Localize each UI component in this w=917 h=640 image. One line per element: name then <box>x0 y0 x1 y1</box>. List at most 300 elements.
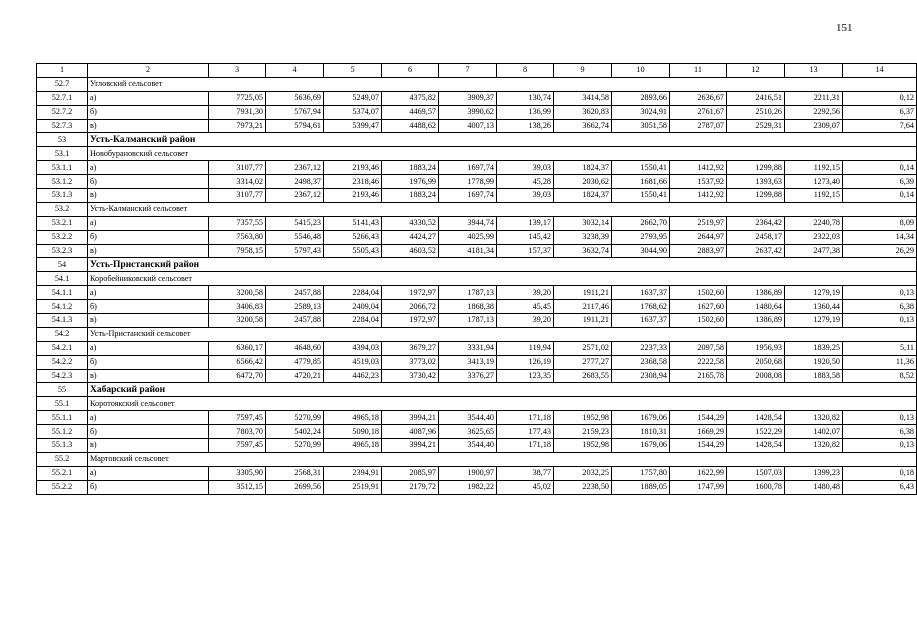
row-code: 55.1.2 <box>37 425 88 439</box>
value-cell: 1911,21 <box>554 286 612 300</box>
value-cell: 2699,56 <box>266 480 324 494</box>
value-cell: 7,64 <box>843 119 917 133</box>
row-code: 54.2.3 <box>37 369 88 383</box>
column-header: 12 <box>727 64 785 78</box>
value-cell: 3238,39 <box>554 230 612 244</box>
row-label: б) <box>88 425 209 439</box>
value-cell: 4181,34 <box>439 244 497 258</box>
value-cell: 2644,97 <box>670 230 727 244</box>
value-cell: 1839,25 <box>785 341 843 355</box>
table-row <box>37 91 917 105</box>
column-header: 2 <box>88 64 209 78</box>
value-cell: 6472,70 <box>209 369 266 383</box>
row-code: 55 <box>37 383 88 397</box>
value-cell: 1956,93 <box>727 341 785 355</box>
value-cell: 0,13 <box>843 411 917 425</box>
table-row <box>37 286 917 300</box>
row-label: б) <box>88 355 209 369</box>
row-label: а) <box>88 466 209 480</box>
value-cell: 4488,62 <box>382 119 439 133</box>
district-name: Усть-Калманский район <box>88 133 917 147</box>
value-cell: 1889,05 <box>612 480 670 494</box>
value-cell: 0,13 <box>843 439 917 453</box>
row-code: 55.1 <box>37 397 88 411</box>
value-cell: 1669,29 <box>670 425 727 439</box>
value-cell: 0,12 <box>843 91 917 105</box>
value-cell: 1299,88 <box>727 189 785 203</box>
value-cell: 0,13 <box>843 314 917 328</box>
row-code: 55.1.1 <box>37 411 88 425</box>
value-cell: 39,03 <box>497 189 554 203</box>
row-code: 53.2 <box>37 202 88 216</box>
value-cell: 2030,62 <box>554 175 612 189</box>
value-cell: 7563,80 <box>209 230 266 244</box>
column-header: 6 <box>382 64 439 78</box>
value-cell: 1550,41 <box>612 189 670 203</box>
value-cell: 4007,13 <box>439 119 497 133</box>
value-cell: 2568,31 <box>266 466 324 480</box>
value-cell: 1883,24 <box>382 189 439 203</box>
row-code: 54 <box>37 258 88 272</box>
row-label: а) <box>88 161 209 175</box>
row-label: б) <box>88 230 209 244</box>
value-cell: 1627,60 <box>670 300 727 314</box>
value-cell: 0,13 <box>843 286 917 300</box>
value-cell: 4519,03 <box>324 355 382 369</box>
value-cell: 3414,58 <box>554 91 612 105</box>
value-cell: 139,17 <box>497 216 554 230</box>
value-cell: 3544,40 <box>439 411 497 425</box>
column-header: 13 <box>785 64 843 78</box>
value-cell: 2308,94 <box>612 369 670 383</box>
value-cell: 5402,24 <box>266 425 324 439</box>
value-cell: 1412,92 <box>670 189 727 203</box>
value-cell: 8,09 <box>843 216 917 230</box>
value-cell: 3305,90 <box>209 466 266 480</box>
value-cell: 4603,52 <box>382 244 439 258</box>
value-cell: 1428,54 <box>727 411 785 425</box>
value-cell: 2193,46 <box>324 189 382 203</box>
row-label: в) <box>88 439 209 453</box>
value-cell: 3331,94 <box>439 341 497 355</box>
value-cell: 2240,78 <box>785 216 843 230</box>
value-cell: 2066,72 <box>382 300 439 314</box>
value-cell: 1399,23 <box>785 466 843 480</box>
value-cell: 3620,83 <box>554 105 612 119</box>
value-cell: 3200,58 <box>209 286 266 300</box>
value-cell: 2589,13 <box>266 300 324 314</box>
table-row <box>37 216 917 230</box>
value-cell: 1900,97 <box>439 466 497 480</box>
value-cell: 1637,37 <box>612 286 670 300</box>
value-cell: 1883,58 <box>785 369 843 383</box>
value-cell: 3032,14 <box>554 216 612 230</box>
value-cell: 5767,94 <box>266 105 324 119</box>
row-label: а) <box>88 91 209 105</box>
value-cell: 6,38 <box>843 300 917 314</box>
table-row <box>37 466 917 480</box>
row-code: 53.2.3 <box>37 244 88 258</box>
value-cell: 1778,99 <box>439 175 497 189</box>
value-cell: 6,37 <box>843 105 917 119</box>
value-cell: 5797,43 <box>266 244 324 258</box>
table-row <box>37 189 917 203</box>
value-cell: 1537,92 <box>670 175 727 189</box>
value-cell: 3632,74 <box>554 244 612 258</box>
value-cell: 2222,58 <box>670 355 727 369</box>
row-code: 54.1.1 <box>37 286 88 300</box>
column-header: 1 <box>37 64 88 78</box>
table-row <box>37 230 917 244</box>
row-code: 52.7.2 <box>37 105 88 119</box>
value-cell: 2519,91 <box>324 480 382 494</box>
row-label: а) <box>88 286 209 300</box>
value-cell: 2008,08 <box>727 369 785 383</box>
row-label: а) <box>88 341 209 355</box>
value-cell: 1320,82 <box>785 411 843 425</box>
value-cell: 1747,99 <box>670 480 727 494</box>
value-cell: 2368,58 <box>612 355 670 369</box>
value-cell: 2787,07 <box>670 119 727 133</box>
table-row <box>37 175 917 189</box>
value-cell: 0,14 <box>843 189 917 203</box>
value-cell: 1386,89 <box>727 286 785 300</box>
value-cell: 2510,26 <box>727 105 785 119</box>
value-cell: 4720,21 <box>266 369 324 383</box>
value-cell: 1273,40 <box>785 175 843 189</box>
table-row <box>37 439 917 453</box>
value-cell: 2322,03 <box>785 230 843 244</box>
value-cell: 4648,60 <box>266 341 324 355</box>
table-row <box>37 355 917 369</box>
column-header: 8 <box>497 64 554 78</box>
district-row <box>37 383 917 397</box>
value-cell: 126,19 <box>497 355 554 369</box>
value-cell: 1679,06 <box>612 411 670 425</box>
value-cell: 7725,05 <box>209 91 266 105</box>
value-cell: 4965,18 <box>324 411 382 425</box>
value-cell: 4469,57 <box>382 105 439 119</box>
row-label: в) <box>88 244 209 258</box>
settlement-name: Мартовский сельсовет <box>88 452 917 466</box>
value-cell: 11,36 <box>843 355 917 369</box>
row-code: 54.1.3 <box>37 314 88 328</box>
value-cell: 6360,17 <box>209 341 266 355</box>
value-cell: 3314,02 <box>209 175 266 189</box>
value-cell: 4779,85 <box>266 355 324 369</box>
value-cell: 3512,15 <box>209 480 266 494</box>
value-cell: 3679,27 <box>382 341 439 355</box>
value-cell: 2159,23 <box>554 425 612 439</box>
header-row <box>37 64 917 78</box>
value-cell: 2777,27 <box>554 355 612 369</box>
district-row <box>37 133 917 147</box>
value-cell: 1768,62 <box>612 300 670 314</box>
value-cell: 7357,55 <box>209 216 266 230</box>
value-cell: 123,35 <box>497 369 554 383</box>
value-cell: 26,29 <box>843 244 917 258</box>
value-cell: 7597,45 <box>209 411 266 425</box>
value-cell: 6,39 <box>843 175 917 189</box>
value-cell: 2477,38 <box>785 244 843 258</box>
value-cell: 1868,38 <box>439 300 497 314</box>
settlement-row <box>37 202 917 216</box>
value-cell: 1393,63 <box>727 175 785 189</box>
value-cell: 2662,70 <box>612 216 670 230</box>
value-cell: 7973,21 <box>209 119 266 133</box>
value-cell: 4375,82 <box>382 91 439 105</box>
table-row <box>37 119 917 133</box>
value-cell: 5249,07 <box>324 91 382 105</box>
value-cell: 1502,60 <box>670 314 727 328</box>
value-cell: 2367,12 <box>266 161 324 175</box>
column-header: 4 <box>266 64 324 78</box>
value-cell: 3994,21 <box>382 411 439 425</box>
value-cell: 3773,02 <box>382 355 439 369</box>
value-cell: 1697,74 <box>439 189 497 203</box>
value-cell: 45,45 <box>497 300 554 314</box>
row-label: б) <box>88 300 209 314</box>
value-cell: 2097,58 <box>670 341 727 355</box>
value-cell: 2458,17 <box>727 230 785 244</box>
value-cell: 3406,83 <box>209 300 266 314</box>
value-cell: 39,03 <box>497 161 554 175</box>
column-header: 9 <box>554 64 612 78</box>
row-label: в) <box>88 314 209 328</box>
value-cell: 1522,29 <box>727 425 785 439</box>
value-cell: 2761,67 <box>670 105 727 119</box>
value-cell: 39,20 <box>497 314 554 328</box>
settlement-name: Угловский сельсовет <box>88 77 917 91</box>
value-cell: 2457,88 <box>266 286 324 300</box>
row-code: 53.1.3 <box>37 189 88 203</box>
table-row <box>37 244 917 258</box>
table-row <box>37 300 917 314</box>
value-cell: 2409,04 <box>324 300 382 314</box>
value-cell: 1412,92 <box>670 161 727 175</box>
table-body <box>37 64 917 495</box>
value-cell: 3625,65 <box>439 425 497 439</box>
value-cell: 5266,43 <box>324 230 382 244</box>
row-code: 55.2.2 <box>37 480 88 494</box>
row-code: 53.2.2 <box>37 230 88 244</box>
row-code: 53.2.1 <box>37 216 88 230</box>
value-cell: 3200,58 <box>209 314 266 328</box>
value-cell: 1952,98 <box>554 439 612 453</box>
value-cell: 3730,42 <box>382 369 439 383</box>
value-cell: 1320,82 <box>785 439 843 453</box>
page-number: 151 <box>836 22 853 34</box>
value-cell: 2238,50 <box>554 480 612 494</box>
value-cell: 8,52 <box>843 369 917 383</box>
value-cell: 1480,64 <box>727 300 785 314</box>
value-cell: 5794,61 <box>266 119 324 133</box>
table-row <box>37 425 917 439</box>
value-cell: 0,14 <box>843 161 917 175</box>
value-cell: 3662,74 <box>554 119 612 133</box>
settlement-row <box>37 327 917 341</box>
value-cell: 2309,07 <box>785 119 843 133</box>
settlement-row <box>37 77 917 91</box>
row-code: 54.2.2 <box>37 355 88 369</box>
row-code: 53 <box>37 133 88 147</box>
value-cell: 3994,21 <box>382 439 439 453</box>
value-cell: 5415,23 <box>266 216 324 230</box>
value-cell: 171,18 <box>497 411 554 425</box>
settlement-name: Коробейниковский сельсовет <box>88 272 917 286</box>
value-cell: 2193,46 <box>324 161 382 175</box>
tariff-table <box>36 63 917 495</box>
row-code: 53.1 <box>37 147 88 161</box>
value-cell: 5141,43 <box>324 216 382 230</box>
value-cell: 2394,91 <box>324 466 382 480</box>
settlement-name: Новобурановский сельсовет <box>88 147 917 161</box>
value-cell: 4330,52 <box>382 216 439 230</box>
value-cell: 7803,70 <box>209 425 266 439</box>
value-cell: 5090,18 <box>324 425 382 439</box>
value-cell: 2032,25 <box>554 466 612 480</box>
column-header: 5 <box>324 64 382 78</box>
value-cell: 45,02 <box>497 480 554 494</box>
row-code: 54.2 <box>37 327 88 341</box>
value-cell: 1622,99 <box>670 466 727 480</box>
row-code: 54.1 <box>37 272 88 286</box>
value-cell: 3107,77 <box>209 161 266 175</box>
value-cell: 2519,97 <box>670 216 727 230</box>
value-cell: 1360,44 <box>785 300 843 314</box>
value-cell: 5546,48 <box>266 230 324 244</box>
value-cell: 1507,03 <box>727 466 785 480</box>
value-cell: 5270,99 <box>266 411 324 425</box>
settlement-row <box>37 147 917 161</box>
value-cell: 3051,58 <box>612 119 670 133</box>
value-cell: 1972,97 <box>382 314 439 328</box>
value-cell: 4025,99 <box>439 230 497 244</box>
column-header: 11 <box>670 64 727 78</box>
row-label: а) <box>88 216 209 230</box>
value-cell: 2165,78 <box>670 369 727 383</box>
value-cell: 2529,31 <box>727 119 785 133</box>
value-cell: 1982,22 <box>439 480 497 494</box>
value-cell: 1787,13 <box>439 286 497 300</box>
value-cell: 2457,88 <box>266 314 324 328</box>
value-cell: 2211,31 <box>785 91 843 105</box>
value-cell: 2318,46 <box>324 175 382 189</box>
value-cell: 5505,43 <box>324 244 382 258</box>
table-row <box>37 314 917 328</box>
value-cell: 1787,13 <box>439 314 497 328</box>
value-cell: 136,99 <box>497 105 554 119</box>
value-cell: 130,74 <box>497 91 554 105</box>
value-cell: 4965,18 <box>324 439 382 453</box>
column-header: 14 <box>843 64 917 78</box>
value-cell: 4394,03 <box>324 341 382 355</box>
value-cell: 5270,99 <box>266 439 324 453</box>
value-cell: 2793,95 <box>612 230 670 244</box>
value-cell: 1757,80 <box>612 466 670 480</box>
value-cell: 1544,29 <box>670 439 727 453</box>
value-cell: 3990,62 <box>439 105 497 119</box>
value-cell: 2637,42 <box>727 244 785 258</box>
value-cell: 3944,74 <box>439 216 497 230</box>
table-row <box>37 161 917 175</box>
value-cell: 3413,19 <box>439 355 497 369</box>
row-code: 55.1.3 <box>37 439 88 453</box>
value-cell: 3044,90 <box>612 244 670 258</box>
row-code: 54.1.2 <box>37 300 88 314</box>
value-cell: 7597,45 <box>209 439 266 453</box>
settlement-name: Усть-Калманский сельсовет <box>88 202 917 216</box>
value-cell: 2364,42 <box>727 216 785 230</box>
settlement-name: Усть-Пристанский сельсовет <box>88 327 917 341</box>
value-cell: 6,43 <box>843 480 917 494</box>
table-row <box>37 105 917 119</box>
value-cell: 157,37 <box>497 244 554 258</box>
value-cell: 4087,96 <box>382 425 439 439</box>
value-cell: 2636,67 <box>670 91 727 105</box>
value-cell: 38,77 <box>497 466 554 480</box>
value-cell: 2367,12 <box>266 189 324 203</box>
value-cell: 1911,21 <box>554 314 612 328</box>
value-cell: 119,94 <box>497 341 554 355</box>
district-row <box>37 258 917 272</box>
row-label: б) <box>88 175 209 189</box>
row-label: в) <box>88 119 209 133</box>
value-cell: 171,18 <box>497 439 554 453</box>
value-cell: 2050,68 <box>727 355 785 369</box>
value-cell: 177,43 <box>497 425 554 439</box>
value-cell: 1544,29 <box>670 411 727 425</box>
value-cell: 7958,15 <box>209 244 266 258</box>
value-cell: 2883,97 <box>670 244 727 258</box>
row-code: 53.1.1 <box>37 161 88 175</box>
value-cell: 3376,27 <box>439 369 497 383</box>
value-cell: 3544,40 <box>439 439 497 453</box>
settlement-row <box>37 397 917 411</box>
value-cell: 5,11 <box>843 341 917 355</box>
value-cell: 1976,99 <box>382 175 439 189</box>
district-name: Хабарский район <box>88 383 917 397</box>
column-header: 10 <box>612 64 670 78</box>
value-cell: 1810,31 <box>612 425 670 439</box>
table-row <box>37 411 917 425</box>
value-cell: 3909,37 <box>439 91 497 105</box>
row-code: 54.2.1 <box>37 341 88 355</box>
value-cell: 1679,06 <box>612 439 670 453</box>
value-cell: 1824,37 <box>554 189 612 203</box>
value-cell: 2284,04 <box>324 286 382 300</box>
value-cell: 1920,50 <box>785 355 843 369</box>
settlement-row <box>37 452 917 466</box>
value-cell: 1824,37 <box>554 161 612 175</box>
value-cell: 145,42 <box>497 230 554 244</box>
value-cell: 39,20 <box>497 286 554 300</box>
value-cell: 1600,78 <box>727 480 785 494</box>
value-cell: 14,34 <box>843 230 917 244</box>
value-cell: 1192,15 <box>785 189 843 203</box>
value-cell: 2179,72 <box>382 480 439 494</box>
value-cell: 1279,19 <box>785 286 843 300</box>
value-cell: 1972,97 <box>382 286 439 300</box>
row-label: в) <box>88 369 209 383</box>
value-cell: 5374,07 <box>324 105 382 119</box>
value-cell: 2292,56 <box>785 105 843 119</box>
row-label: б) <box>88 105 209 119</box>
value-cell: 1402,07 <box>785 425 843 439</box>
value-cell: 45,28 <box>497 175 554 189</box>
value-cell: 1883,24 <box>382 161 439 175</box>
row-code: 55.2 <box>37 452 88 466</box>
